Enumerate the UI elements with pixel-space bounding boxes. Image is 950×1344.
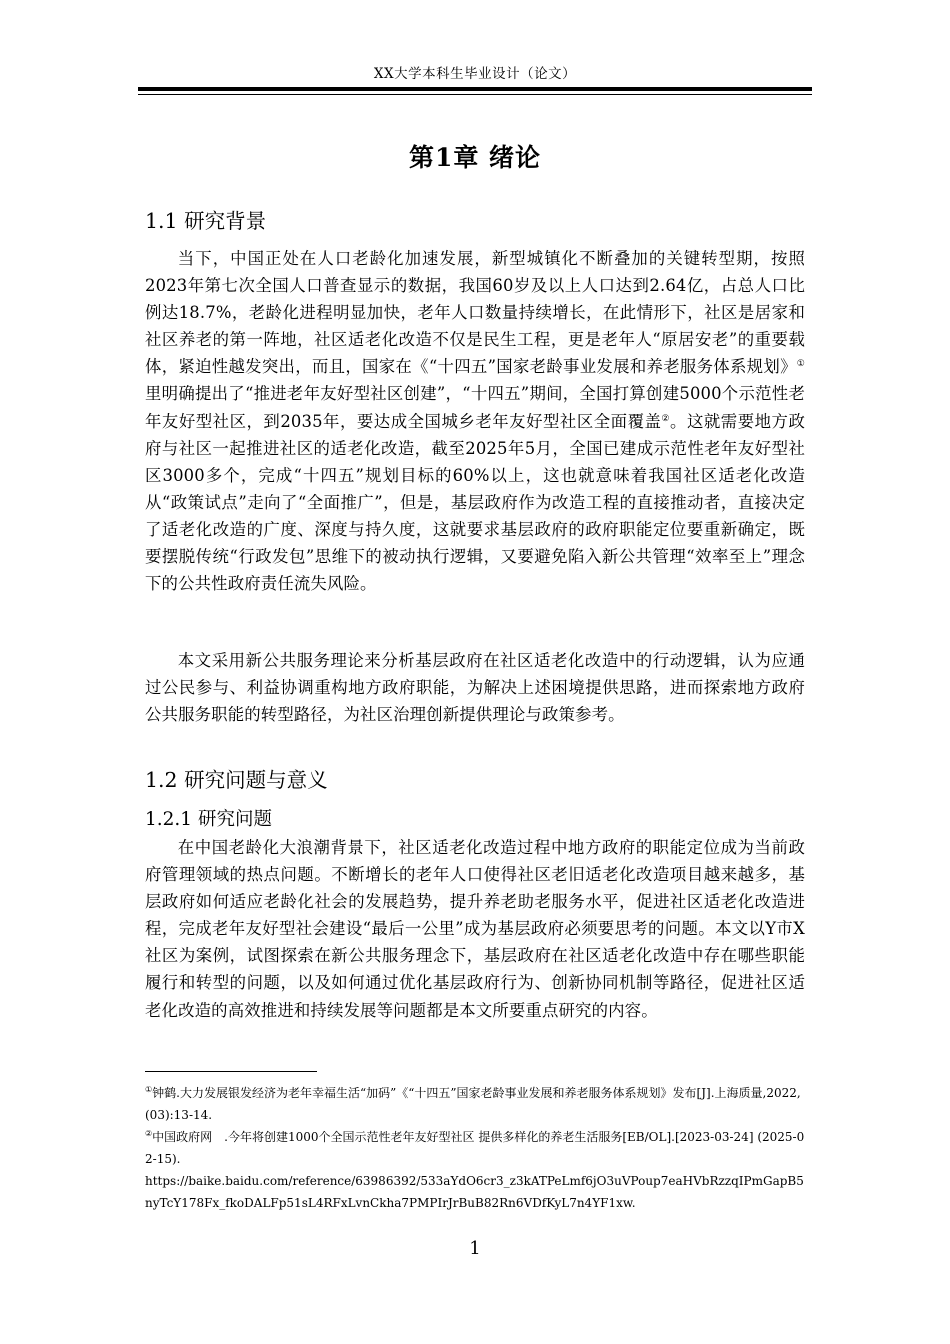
paragraph-background-part-b: 里明确提出了“推进老年友好型社区创建”，“十四五”期间，全国打算创建5000个示范性老年友好型社区，到2035年，要达成全国城乡老年友好型社区全面覆盖 [145,384,805,431]
footnote-ref-2[interactable]: ② [661,413,671,424]
paragraph-research-question: 在中国老龄化大浪潮背景下，社区适老化改造过程中地方政府的职能定位成为当前政府管理领域的热点问题。不断增长的老年人口使得社区老旧适老化改造项目越来越多，基层政府如何适应老龄化社会的发展趋势，提升养老助老服务水平，促进社区适老化改造进程，完成老年友好型社会建设“最后一公里”成为基层政府必须要思考的问题。本文以Y市X社区为案例，试图探索在新公共服务理念下，基层政府在社区适老化改造中存在哪些职能履行和转型的问题，以及如何通过优化基层政府行为、创新协同机制等路径，促进社区适老化改造的高效推进和持续发展等问题都是本文所要重点研究的内容。 [145,838,805,1020]
paragraph-background-part-a: 当下，中国正处在人口老龄化加速发展，新型城镇化不断叠加的关键转型期，按照2023年第七次全国人口普查显示的数据，我国60岁及以上人口达到2.64亿，占总人口比例达18.7%，老龄化进程明显加快，老年人口数量持续增长，在此情形下，社区是居家和社区养老的第一阵地，社区适老化改造不仅是民生工程，更是老年人“原居安老”的重要载体，紧迫性越发突出，而且，国家在《“十四五”国家老龄事业发展和养老服务体系规划》 [145,249,805,377]
section-heading-1-1: 1.1 研究背景 [145,209,267,233]
paragraph-background-part-c: 。这就需要地方政府与社区一起推进社区的适老化改造，截至2025年5月，全国已建成示范性老年友好型社区3000多个，完成“十四五”规划目标的60%以上，这也就意味着我国社区适老化改造从“政策试点”走向了“全面推广”，但是，基层政府作为改造工程的直接推动者，直接决定了适老化改造的广度、深度与持久度，这就要求基层政府的政府职能定位要重新确定，既要摆脱传统“行政发包”思维下的被动执行逻辑，又要避免陷入新公共管理“效率至上”理念下的公共性政府责任流失风险。 [145,411,806,594]
footnote-2 [145,1126,810,1214]
footnote-2-url[interactable]: https://baike.baidu.com/reference/63986392/533aYdO6cr3_z3kATPeLmf6jO3uVPoup7eaHVbRzzqIPmGapB5nyTcY178Fx_fkoDALFp51sL4RFxLvnCkha7PMPIrJrBuB82Rn6VDfKyL7n4YF1xw. [145,1174,804,1210]
footnote-ref-1[interactable]: ① [796,359,805,370]
footnote-1-mark: ① [145,1085,153,1094]
header-rule-thick [138,87,812,91]
subsection-heading-1-2-1: 1.2.1 研究问题 [145,809,272,830]
page-number: 1 [469,1238,481,1259]
footnote-2-mark: ② [145,1129,153,1138]
section-heading-1-2: 1.2 研究问题与意义 [145,768,328,792]
footnote-divider [145,1071,317,1072]
footnote-2-text: 中国政府网 .今年将创建1000个全国示范性老年友好型社区 提供多样化的养老生活服务[EB/OL].[2023-03-24] (2025-02-15). [145,1130,805,1166]
footnote-1-text: 钟鹤.大力发展银发经济为老年幸福生活“加码”《“十四五”国家老龄事业发展和养老服务体系规划》发布[J].上海质量,2022,(03):13-14. [145,1086,801,1122]
page-header: XX大学本科生毕业设计（论文） [373,66,577,82]
paragraph-background [145,245,805,597]
paragraph-method: 本文采用新公共服务理论来分析基层政府在社区适老化改造中的行动逻辑，认为应通过公民参与、利益协调重构地方政府职能，为解决上述困境提供思路，进而探索地方政府公共服务职能的转型路径，为社区治理创新提供理论与政策参考。 [145,651,805,725]
chapter-title: 第1章 绪论 [408,143,542,172]
footnote-1 [145,1082,810,1126]
header-rule-thin [138,94,812,95]
